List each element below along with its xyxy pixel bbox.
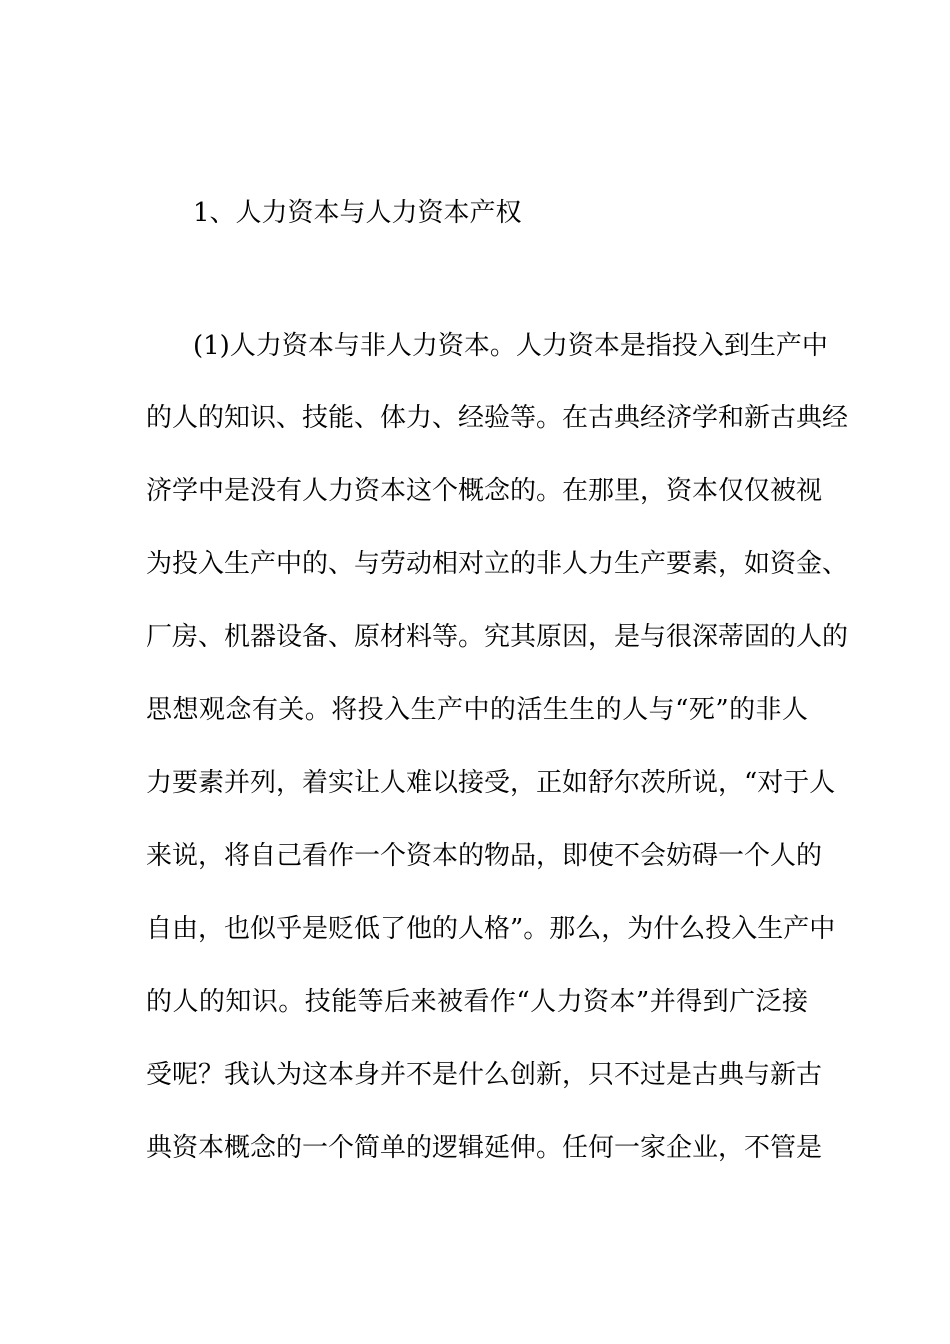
section-heading: 1、人力资本与人力资本产权 (193, 198, 522, 228)
paragraph-line: 的人的知识。技能等后来被看作“人力资本”并得到广泛接 (146, 987, 808, 1017)
paragraph-line: (1)人力资本与非人力资本。人力资本是指投入到生产中 (193, 331, 828, 361)
paragraph-line: 厂房、机器设备、原材料等。究其原因，是与很深蒂固的人的 (146, 622, 849, 652)
paragraph-line: 的人的知识、技能、体力、经验等。在古典经济学和新古典经 (146, 403, 849, 433)
paragraph-line: 济学中是没有人力资本这个概念的。在那里，资本仅仅被视 (146, 476, 823, 506)
paragraph-line: 自由，也似乎是贬低了他的人格”。那么，为什么投入生产中 (146, 914, 836, 944)
paragraph-line: 受呢？我认为这本身并不是什么创新，只不过是古典与新古 (146, 1060, 823, 1090)
paragraph-line: 为投入生产中的、与劳动相对立的非人力生产要素，如资金、 (146, 549, 849, 579)
paragraph-line: 力要素并列，着实让人难以接受，正如舒尔茨所说，“对于人 (146, 768, 836, 798)
paragraph-line: 思想观念有关。将投入生产中的活生生的人与“死”的非人 (146, 695, 808, 725)
paragraph-line: 来说，将自己看作一个资本的物品，即使不会妨碍一个人的 (146, 841, 823, 871)
paragraph-line: 典资本概念的一个简单的逻辑延伸。任何一家企业，不管是 (146, 1133, 823, 1163)
